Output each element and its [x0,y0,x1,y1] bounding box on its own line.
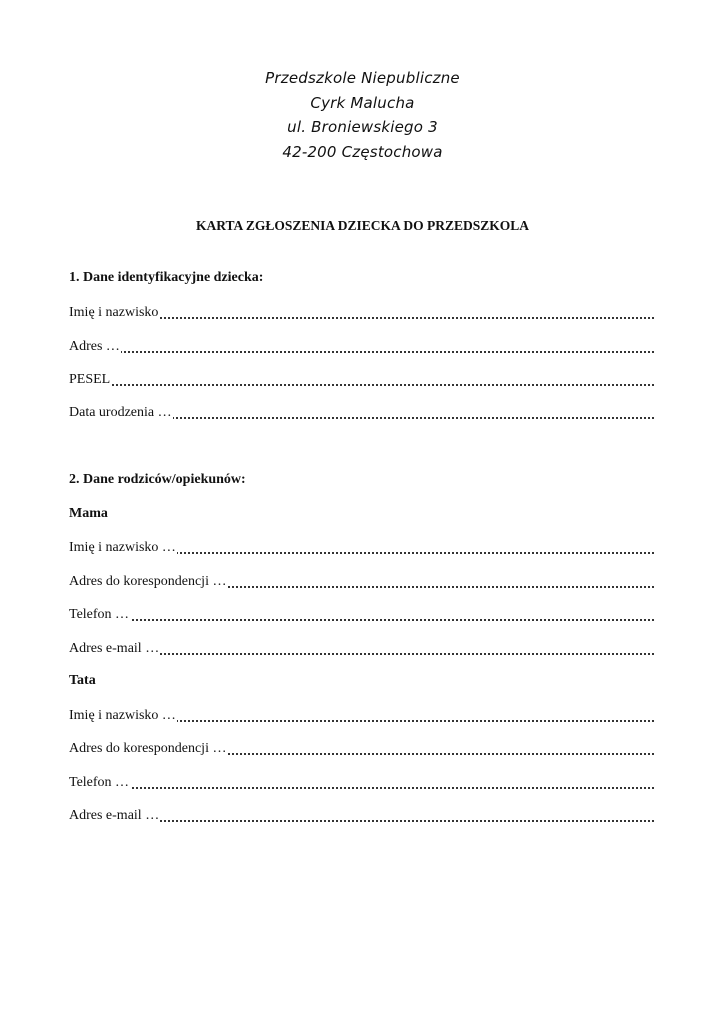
child-pesel-label: PESEL [69,372,111,387]
school-header [0,66,725,164]
father-address-field[interactable] [69,740,654,758]
father-email-field[interactable] [69,807,654,825]
father-phone-field[interactable] [69,774,654,792]
mother-heading: Mama [69,506,108,521]
form-title: KARTA ZGŁOSZENIA DZIECKA DO PRZEDSZKOLA [195,218,530,233]
section-child-heading: 1. Dane identyfikacyjne dziecka: [69,270,264,285]
school-name: Przedszkole Niepubliczne [265,69,460,87]
mother-phone-field[interactable] [69,606,654,624]
father-phone-label: Telefon … [69,775,130,790]
child-address-label: Adres … [69,339,120,354]
father-address-label: Adres do korespondencji … [69,741,227,756]
child-name-field[interactable] [69,304,654,322]
fill-line [69,384,654,386]
fill-line [69,351,654,353]
section-parents-heading: 2. Dane rodziców/opiekunów: [69,472,246,487]
school-street: ul. Broniewskiego 3 [287,118,438,136]
child-birthdate-field[interactable] [69,404,654,422]
father-email-label: Adres e-mail … [69,808,160,823]
mother-name-field[interactable] [69,539,654,557]
school-city: 42-200 Częstochowa [282,142,443,161]
child-pesel-field[interactable] [69,371,654,389]
mother-email-field[interactable] [69,640,654,658]
father-heading: Tata [69,673,96,688]
father-name-label: Imię i nazwisko … [69,708,176,723]
school-subtitle: Cyrk Malucha [310,93,415,112]
child-name-label: Imię i nazwisko [69,305,159,320]
mother-email-label: Adres e-mail … [69,641,160,656]
mother-address-label: Adres do korespondencji … [69,574,227,589]
fill-line [69,619,654,621]
child-birthdate-label: Data urodzenia … [69,405,172,420]
fill-line [69,787,654,789]
mother-name-label: Imię i nazwisko … [69,540,176,555]
father-name-field[interactable] [69,707,654,725]
mother-phone-label: Telefon … [69,607,130,622]
mother-address-field[interactable] [69,573,654,591]
child-address-field[interactable] [69,338,654,356]
